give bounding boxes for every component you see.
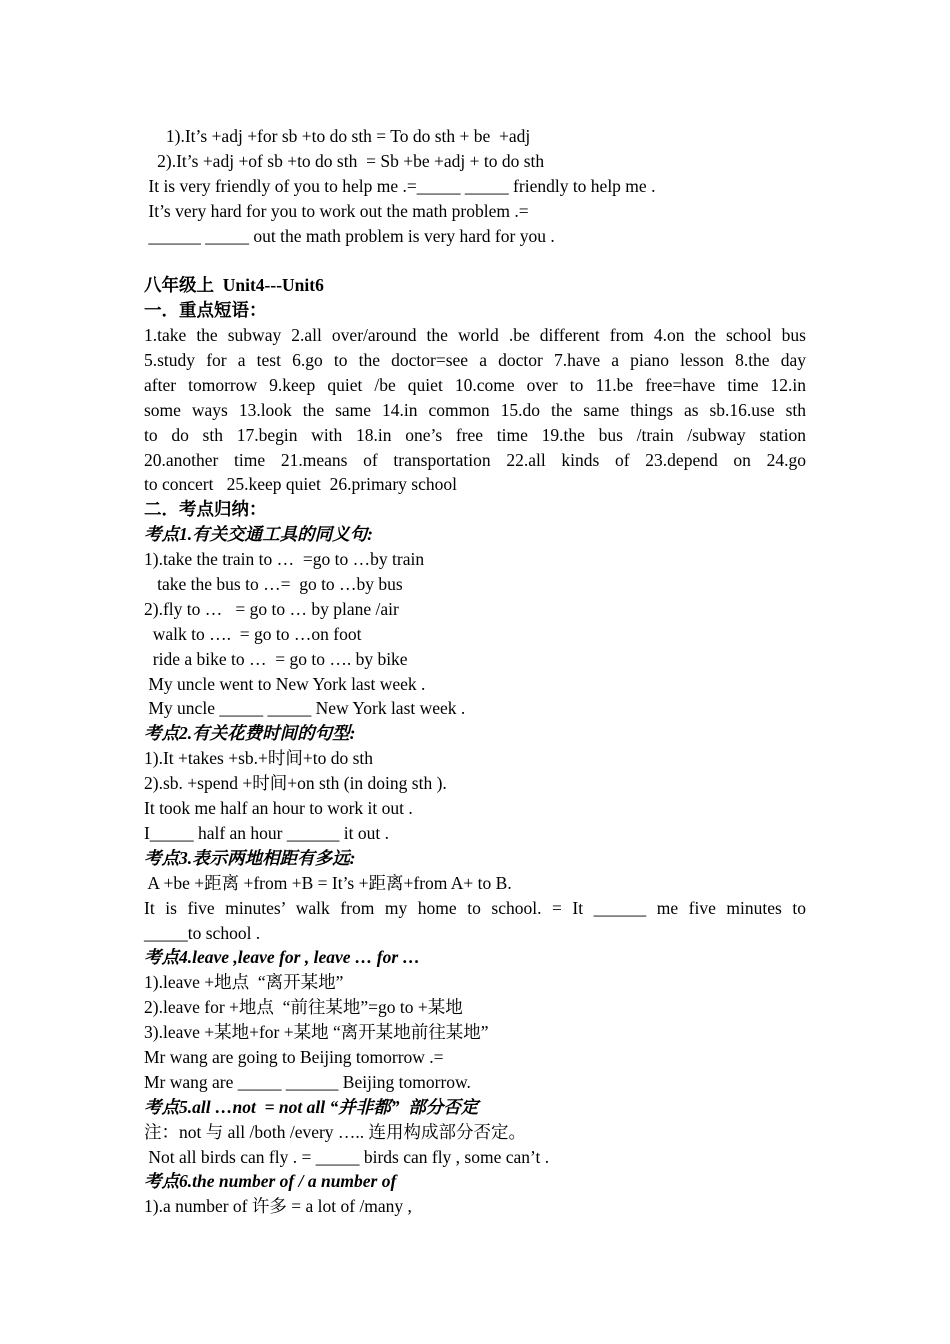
- exercise-line: ______ _____ out the math problem is very hard for you .: [144, 225, 555, 246]
- kp5-line: 注：not 与 all /both /every ….. 连用构成部分否定。: [144, 1121, 527, 1142]
- key-point-6-title: 考点6.the number of / a number of: [144, 1171, 397, 1192]
- kp1-line: take the bus to …= go to …by bus: [144, 574, 403, 595]
- exercise-line: It is very friendly of you to help me .=_____ _____ friendly to help me .: [144, 175, 656, 196]
- kp4-line: 2).leave for +地点 “前往某地”=go to +某地: [144, 997, 463, 1018]
- kp4-line: Mr wang are going to Beijing tomorrow .=: [144, 1046, 444, 1067]
- pattern-line: 1).It’s +adj +for sb +to do sth = To do sth + be +adj: [144, 126, 531, 146]
- kp6-line: 1).a number of 许多 = a lot of /many ,: [144, 1196, 412, 1217]
- kp1-line: My uncle went to New York last week .: [144, 673, 426, 694]
- key-point-3-title: 考点3.表示两地相距有多远:: [144, 847, 356, 868]
- section-title: 八年级上 Unit4---Unit6: [144, 275, 324, 296]
- kp2-line: 1).It +takes +sb.+时间+to do sth: [144, 748, 374, 769]
- kp4-line: 3).leave +某地+for +某地 “离开某地前往某地”: [144, 1022, 489, 1043]
- heading-key-phrases: 一．重点短语：: [144, 300, 267, 321]
- kp2-line: I_____ half an hour ______ it out .: [144, 822, 389, 843]
- document-page: [144, 124, 806, 1219]
- kp4-line: Mr wang are _____ ______ Beijing tomorrow.: [144, 1071, 471, 1092]
- kp2-line: 2).sb. +spend +时间+on sth (in doing sth ).: [144, 773, 447, 794]
- key-point-4-title: 考点4.leave ,leave for , leave … for …: [144, 947, 421, 968]
- key-point-1-title: 考点1.有关交通工具的同义句:: [144, 524, 373, 545]
- key-point-5-title: 考点5.all …not = not all “并非都” 部分否定: [144, 1096, 479, 1117]
- kp3-line: _____to school .: [144, 922, 261, 943]
- kp1-line: ride a bike to … = go to …. by bike: [144, 648, 408, 669]
- phrases-line: 20.another time 21.means of transportation 22.all kinds of 23.depend on 24.go: [144, 449, 806, 470]
- phrases-line-last: to concert 25.keep quiet 26.primary school: [144, 474, 457, 495]
- phrases-line: 1.take the subway 2.all over/around the world .be different from 4.on the school bus: [144, 325, 806, 346]
- kp1-line: 1).take the train to … =go to …by train: [144, 549, 425, 570]
- key-point-2-title: 考点2.有关花费时间的句型:: [144, 723, 356, 744]
- kp2-line: It took me half an hour to work it out .: [144, 798, 413, 819]
- phrases-line: to do sth 17.begin with 18.in one’s free time 19.the bus /train /subway station: [144, 424, 806, 445]
- phrases-line: after tomorrow 9.keep quiet /be quiet 10.come over to 11.be free=have time 12.in: [144, 374, 806, 395]
- kp4-line: 1).leave +地点 “离开某地”: [144, 972, 344, 993]
- kp5-line: Not all birds can fly . = _____ birds can fly , some can’t .: [144, 1146, 550, 1167]
- exercise-line: It’s very hard for you to work out the math problem .=: [144, 200, 529, 221]
- phrases-line: some ways 13.look the same 14.in common 15.do the same things as sb.16.use sth: [144, 399, 806, 420]
- kp3-line: A +be +距离 +from +B = It’s +距离+from A+ to B.: [144, 872, 512, 893]
- pattern-line: 2).It’s +adj +of sb +to do sth = Sb +be +adj + to do sth: [144, 150, 545, 171]
- phrases-line: 5.study for a test 6.go to the doctor=see a doctor 7.have a piano lesson 8.the day: [144, 350, 806, 371]
- spacer: [144, 248, 806, 273]
- kp1-line: 2).fly to … = go to … by plane /air: [144, 598, 399, 619]
- kp3-line: It is five minutes’ walk from my home to school. = It ______ me five minutes to: [144, 897, 806, 918]
- heading-key-points: 二．考点归纳：: [144, 499, 267, 520]
- kp1-line: My uncle _____ _____ New York last week .: [144, 698, 466, 719]
- kp1-line: walk to …. = go to …on foot: [144, 623, 362, 644]
